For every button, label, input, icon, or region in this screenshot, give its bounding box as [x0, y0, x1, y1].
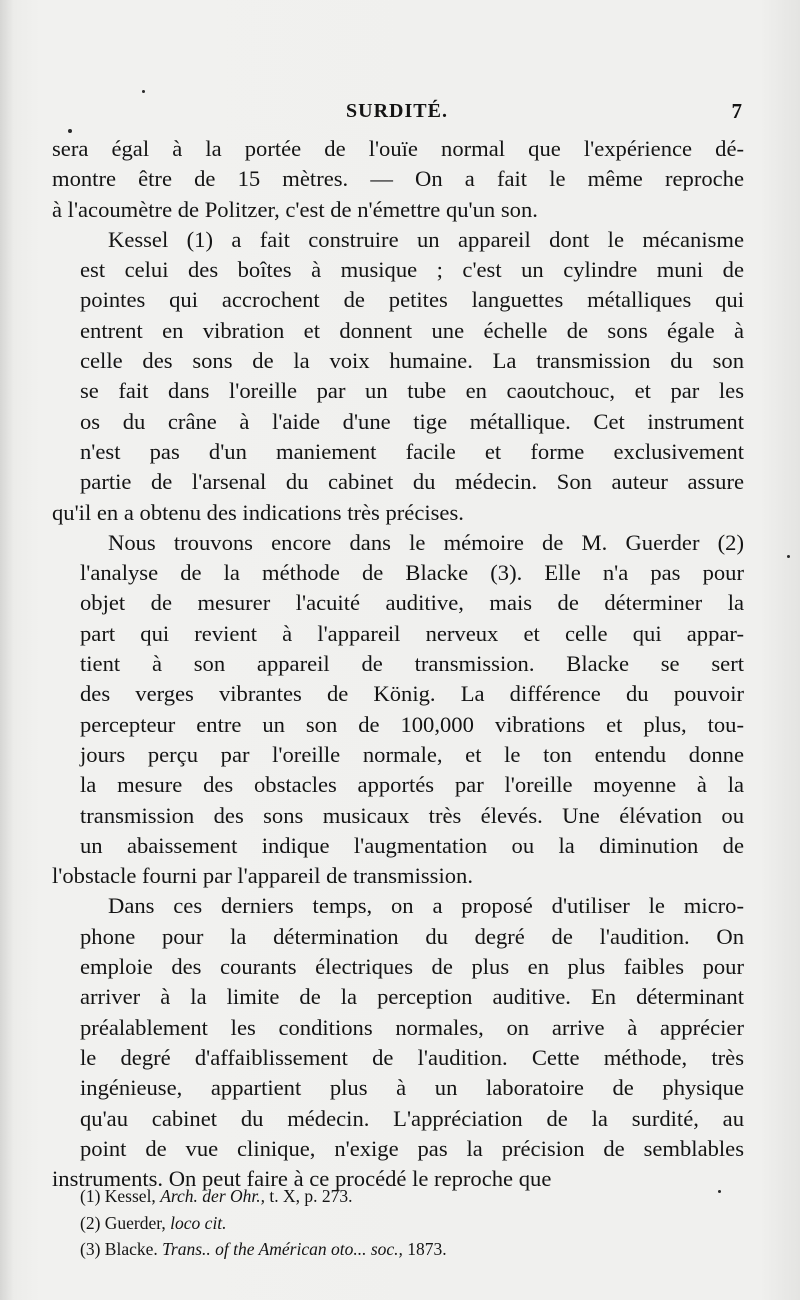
page-header — [52, 100, 742, 130]
text-line: jours perçu par l'oreille normale, et le ton entendu donne — [80, 741, 744, 767]
footnote-source: Arch. der Ohr., — [160, 1186, 266, 1206]
text-line: Kessel (1) a fait construire un appareil dont le mécanisme — [108, 226, 744, 252]
footnote-source: Trans.. of the Américan oto... soc., — [162, 1239, 403, 1259]
text-line: sera égal à la portée de l'ouïe normal que l'expérience dé- — [52, 136, 744, 161]
paragraph — [52, 528, 744, 892]
text-line: emploie des courants électriques de plus en plus faibles pour — [80, 954, 744, 980]
footnote-marker: (1) — [80, 1186, 101, 1206]
ink-speck — [68, 129, 72, 133]
text-line: l'obstacle fourni par l'appareil de transmission. — [52, 863, 473, 889]
text-line: phone pour la détermination du degré de l'audition. On — [80, 923, 744, 949]
footnote — [80, 1183, 740, 1210]
text-line: celle des sons de la voix humaine. La transmission du son — [80, 348, 744, 374]
text-line: transmission des sons musicaux très élevés. Une élévation ou — [80, 802, 744, 828]
body-text — [52, 134, 744, 1194]
ink-speck — [142, 90, 145, 93]
text-line: pointes qui accrochent de petites languettes métalliques qui — [80, 287, 744, 313]
footnote-reference: 1873. — [402, 1239, 447, 1259]
page-number: 7 — [731, 99, 742, 123]
footnote — [80, 1236, 740, 1263]
text-line: ingénieuse, appartient plus à un laboratoire de physique — [80, 1075, 744, 1101]
text-line: os du crâne à l'aide d'une tige métallique. Cet instrument — [80, 408, 744, 434]
text-line: arriver à la limite de la perception auditive. En déterminant — [80, 984, 744, 1010]
ink-speck — [787, 555, 790, 558]
text-line: préalablement les conditions normales, on arrive à apprécier — [80, 1014, 744, 1040]
text-line: Dans ces derniers temps, on a proposé d'utiliser le micro- — [108, 893, 744, 919]
text-line: n'est pas d'un maniement facile et forme exclusivement — [80, 438, 744, 464]
footnote-reference: t. X, p. 273. — [265, 1186, 353, 1206]
footnote-author: Blacke. — [104, 1239, 163, 1259]
footnote-author: Kessel, — [104, 1186, 161, 1206]
paragraph — [52, 891, 744, 1194]
ink-speck — [718, 1190, 721, 1193]
paragraph — [52, 134, 744, 225]
running-head: SURDITÉ. — [346, 100, 448, 122]
text-line: des verges vibrantes de König. La différence du pouvoir — [80, 681, 744, 707]
paragraph — [52, 225, 744, 528]
text-line: à l'acoumètre de Politzer, c'est de n'émettre qu'un son. — [52, 196, 538, 222]
text-line: partie de l'arsenal du cabinet du médecin. Son auteur assure — [80, 469, 744, 495]
text-line: point de vue clinique, n'exige pas la précision de semblables — [80, 1135, 744, 1161]
footnote-marker: (2) — [80, 1212, 101, 1233]
text-line: instruments. On peut faire à ce procédé le reproche que — [52, 1166, 552, 1192]
footnotes — [80, 1183, 740, 1263]
footnote-marker: (3) — [80, 1239, 101, 1259]
text-line: objet de mesurer l'acuité auditive, mais de déterminer la — [80, 590, 744, 616]
text-line: est celui des boîtes à musique ; c'est un cylindre muni de — [80, 257, 744, 283]
text-line: montre être de 15 mètres. — On a fait le même reproche — [52, 166, 744, 192]
text-line: l'analyse de la méthode de Blacke (3). Elle n'a pas pour — [80, 560, 744, 586]
text-line: se fait dans l'oreille par un tube en caoutchouc, et par les — [80, 378, 744, 404]
text-line: la mesure des obstacles apportés par l'oreille moyenne à la — [80, 772, 744, 798]
footnote-source: loco cit. — [170, 1212, 227, 1233]
text-line: qu'il en a obtenu des indications très précises. — [52, 499, 464, 525]
footnote — [80, 1210, 740, 1237]
text-line: percepteur entre un son de 100,000 vibrations et plus, tou- — [80, 711, 744, 737]
footnote-author: Guerder, — [104, 1212, 171, 1233]
text-line: qu'au cabinet du médecin. L'appréciation de la surdité, au — [80, 1105, 744, 1131]
text-line: part qui revient à l'appareil nerveux et celle qui appar- — [80, 620, 744, 646]
text-line: tient à son appareil de transmission. Blacke se sert — [80, 651, 744, 677]
text-line: Nous trouvons encore dans le mémoire de M. Guerder (2) — [108, 529, 744, 555]
text-line: entrent en vibration et donnent une échelle de sons égale à — [80, 317, 744, 343]
text-line: le degré d'affaiblissement de l'audition. Cette méthode, très — [80, 1044, 744, 1070]
text-line: un abaissement indique l'augmentation ou la diminution de — [80, 832, 744, 858]
